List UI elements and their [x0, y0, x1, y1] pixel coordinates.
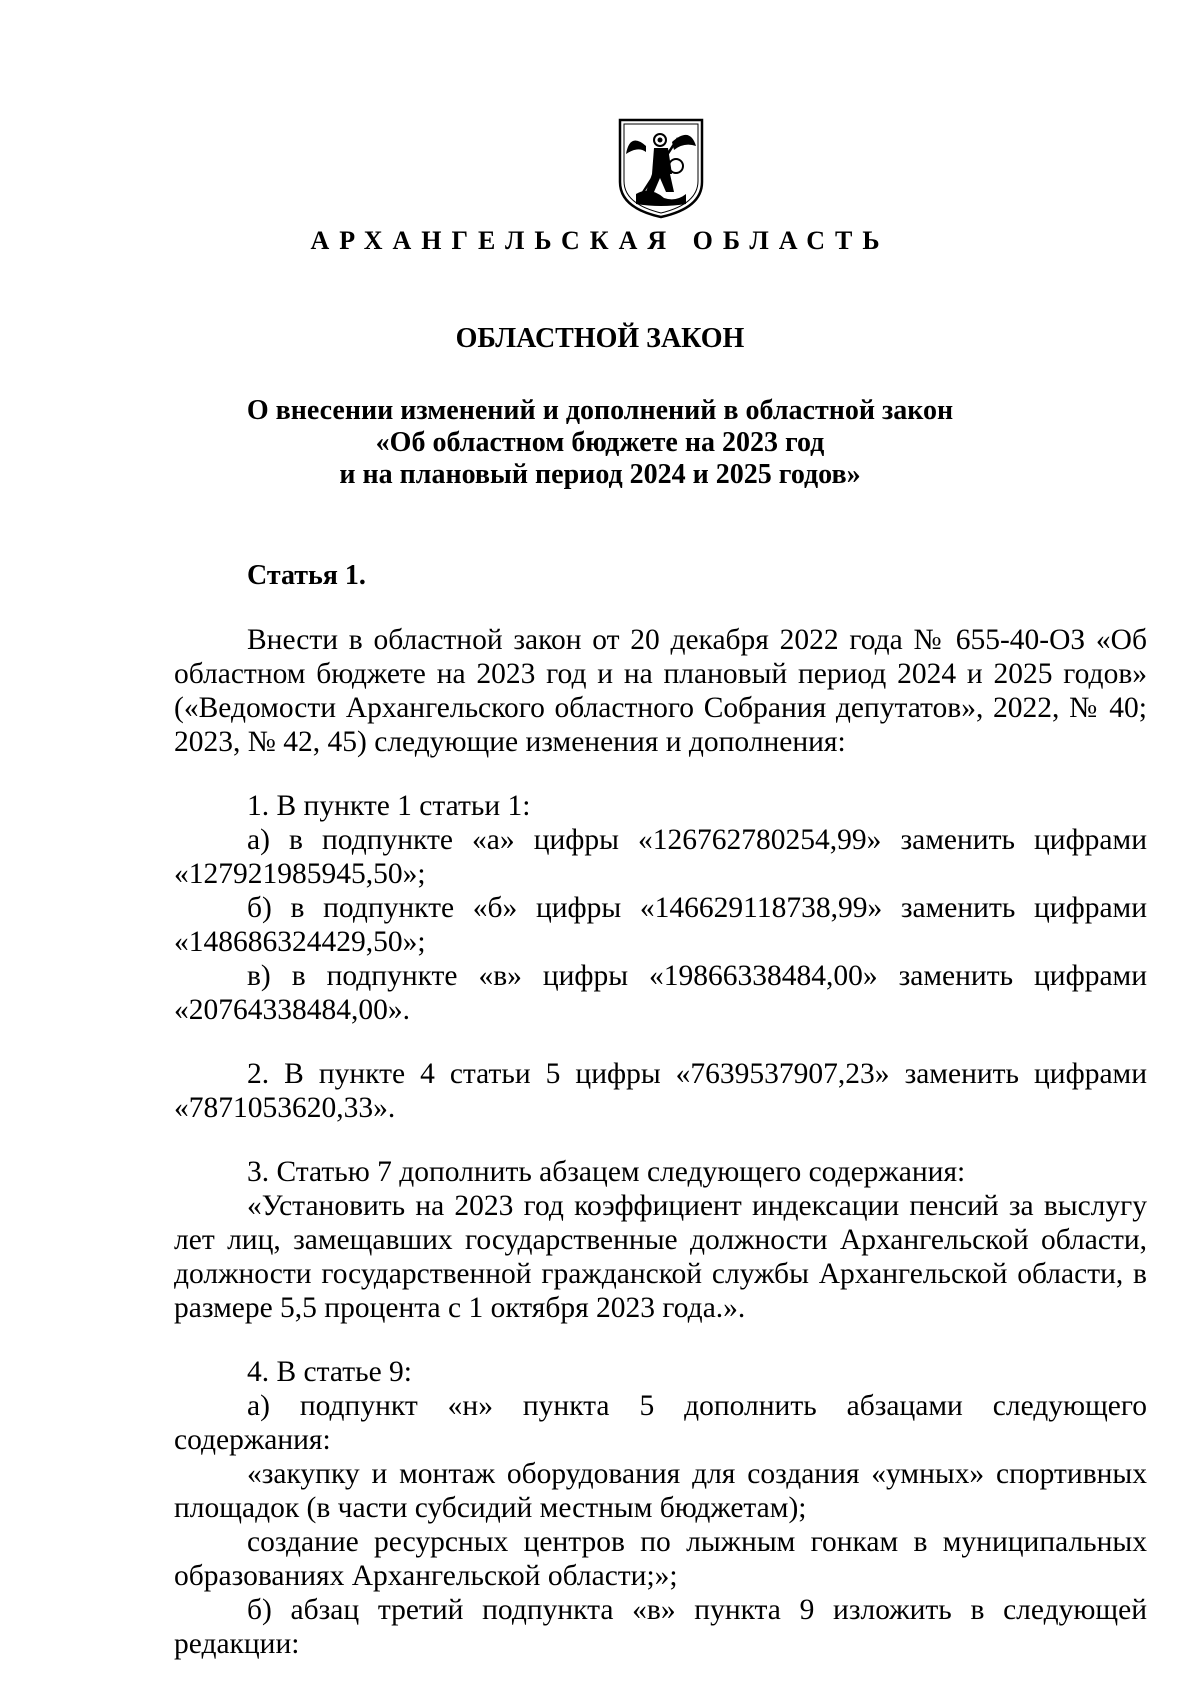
intro-paragraph: Внести в областной закон от 20 декабря 2022 года № 655-40-ОЗ «Об областном бюджете на 2023 год и на плановый период 2024 и 2025 годов» («Ведомости Архангельского областного Собрания депутатов», 2022, № 40; 2023, № 42, 45) следующие изменения и дополнения:: [174, 624, 1147, 758]
item-4-heading: 4. В статье 9:: [247, 1356, 412, 1388]
subject-line: «Об областном бюджете на 2023 год: [375, 427, 825, 458]
subject-line: О внесении изменений и дополнений в областной закон: [246, 395, 954, 426]
region-title: АРХАНГЕЛЬСКАЯ ОБЛАСТЬ: [310, 226, 890, 255]
item-4-a-paragraph-1: «закупку и монтаж оборудования для создания «умных» спортивных площадок (в части субсидий местным бюджетам);: [174, 1458, 1147, 1524]
item-4-a: а) подпункт «н» пункта 5 дополнить абзацами следующего содержания:: [174, 1390, 1147, 1456]
item-1-c: в) в подпункте «в» цифры «19866338484,00» заменить цифрами «20764338484,00».: [174, 960, 1147, 1026]
item-3-heading: 3. Статью 7 дополнить абзацем следующего содержания:: [247, 1156, 966, 1188]
item-1-b: б) в подпункте «б» цифры «146629118738,99» заменить цифрами «148686324429,50»;: [174, 892, 1147, 958]
document-type-title: ОБЛАСТНОЙ ЗАКОН: [455, 323, 745, 354]
item-3-quote: «Установить на 2023 год коэффициент индексации пенсий за выслугу лет лиц, замещавших государственные должности Архангельской области, должности государственной гражданской службы Архангельской области, в размере 5,5 процента с 1 октября 2023 года.».: [174, 1190, 1147, 1324]
coat-of-arms-icon: [616, 116, 706, 220]
item-2: 2. В пункте 4 статьи 5 цифры «7639537907,23» заменить цифрами «7871053620,33».: [174, 1058, 1147, 1124]
article-heading: Статья 1.: [247, 560, 366, 591]
item-4-a-paragraph-2: создание ресурсных центров по лыжным гонкам в муниципальных образованиях Архангельской области;»;: [174, 1526, 1147, 1592]
document-subject: [0, 395, 1200, 491]
item-1-heading: 1. В пункте 1 статьи 1:: [247, 790, 531, 822]
item-4-b: б) абзац третий подпункта «в» пункта 9 изложить в следующей редакции:: [174, 1594, 1147, 1660]
item-1-a: а) в подпункте «а» цифры «126762780254,99» заменить цифрами «127921985945,50»;: [174, 824, 1147, 890]
document-body: [174, 623, 1147, 1661]
subject-line: и на плановый период 2024 и 2025 годов»: [339, 459, 861, 490]
